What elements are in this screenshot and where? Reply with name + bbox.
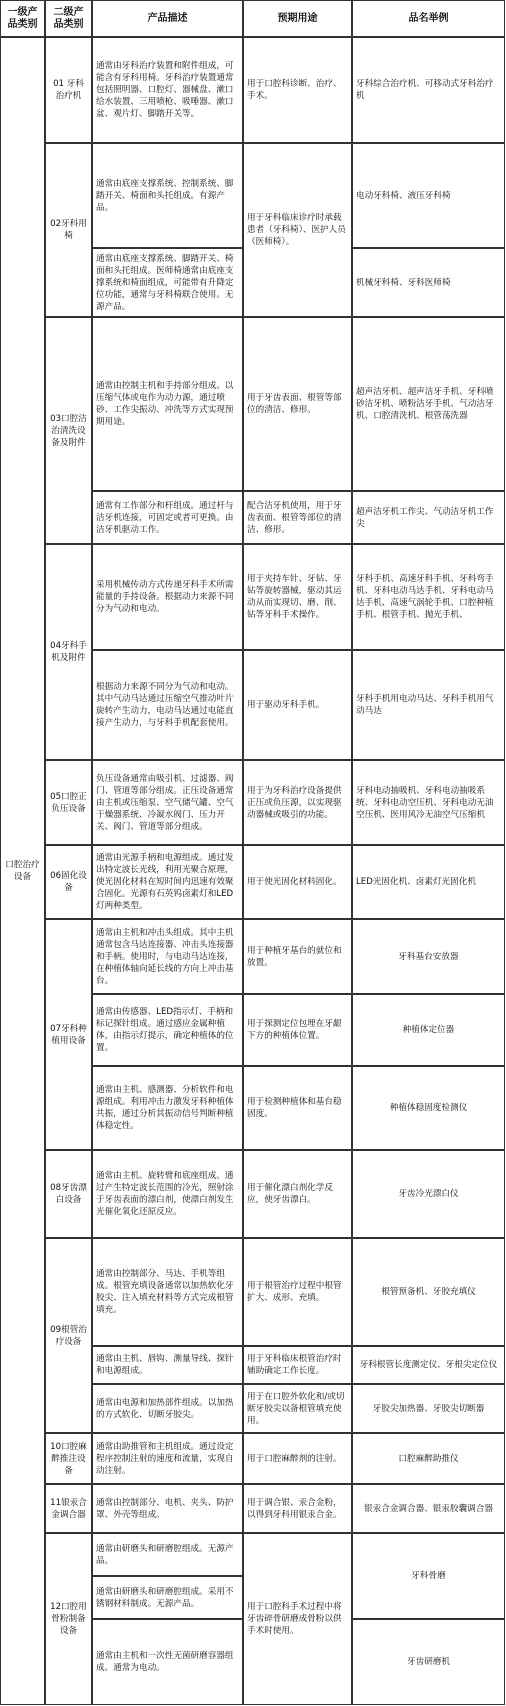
product-examples: 超声洁牙机、超声洁牙手机、牙科喷砂洁牙机、喷粉洁牙手机、气动洁牙机、口腔清洗机、根管荡洗器	[352, 317, 505, 491]
product-description: 通常由控制部分、马达、手机等组成。根管充填设备通常以加热软化牙胶尖、注入填充材料等方式完成根管填充。	[92, 1238, 243, 1346]
intended-use: 用于检测种植体和基台稳固度。	[243, 1066, 352, 1150]
product-description: 通常由牙科治疗装置和附件组成，可能含有牙科用椅。牙科治疗装置通常包括照明器、口腔灯、器械盘、漱口给水装置、三用喷枪、吸唾器、漱口盆、观片灯、脚踏开关等。	[92, 37, 243, 143]
product-examples: 牙科综合治疗机、可移动式牙科治疗机	[352, 37, 505, 143]
header-description: 产品描述	[92, 0, 243, 37]
product-description: 通常由研磨头和研磨腔组成。采用不锈钢材料制成。无源产品。	[92, 1576, 243, 1619]
product-description: 通常由控制主机和手持部分组成。以压缩气体或电作为动力源，通过喷砂、工作尖振动、冲洗等方式实现预期用途。	[92, 317, 243, 491]
product-description: 通常由助推管和主机组成。通过设定程序控制注射的速度和流量，实现自动注射。	[92, 1433, 243, 1484]
product-description: 通常由底座支撑系统、控制系统、脚踏开关、椅面和头托组成。有源产品。	[92, 143, 243, 248]
intended-use: 用于牙科临床根管治疗时辅助确定工作长度。	[243, 1346, 352, 1384]
product-examples: 牙科骨磨	[352, 1533, 505, 1619]
intended-use: 用于探测定位包埋在牙龈下方的种植体位置。	[243, 994, 352, 1066]
product-examples: 电动牙科椅、液压牙科椅	[352, 143, 505, 248]
intended-use: 配合洁牙机使用，用于牙齿表面、根管等部位的清洁、修形。	[243, 491, 352, 544]
level2-category: 11银汞合金调合器	[45, 1484, 92, 1533]
product-examples: LED光固化机、卤素灯光固化机	[352, 845, 505, 919]
product-examples: 银汞合金调合器、银汞胶囊调合器	[352, 1484, 505, 1533]
level2-category: 08牙齿漂白设备	[45, 1150, 92, 1238]
product-description: 通常由控制部分、电机、夹头、防护罩、外壳等组成。	[92, 1484, 243, 1533]
intended-use: 用于驱动牙科手机。	[243, 650, 352, 760]
intended-use: 用于夹持车针、牙钻、牙钻等旋转器械，驱动其运动从而实现切、磨、削、钻等牙科手术操作。	[243, 544, 352, 650]
intended-use: 用于在口腔外软化和/或切断牙胶尖以备根管填充使用。	[243, 1384, 352, 1433]
header-examples: 品名举例	[352, 0, 505, 37]
product-description: 通常由主机、感测器、分析软件和电源组成。利用冲击力激发牙科种植体共振，通过分析其振动信号判断种植体稳定性。	[92, 1066, 243, 1150]
level2-category: 03口腔洁治清洗设备及附件	[45, 317, 92, 544]
intended-use: 用于牙齿表面、根管等部位的清洁、修形。	[243, 317, 352, 491]
intended-use: 用于口腔麻醉剂的注射。	[243, 1433, 352, 1484]
product-examples: 口腔麻醉助推仪	[352, 1433, 505, 1484]
product-description: 通常由主机和一次性无菌研磨容器组成。通常为电动。	[92, 1619, 243, 1705]
level2-category: 12口腔用骨粉制备设备	[45, 1533, 92, 1705]
product-description: 通常由电源和加热部件组成。以加热的方式软化、切断牙胶尖。	[92, 1384, 243, 1433]
intended-use: 用于催化漂白剂化学反应，使牙齿漂白。	[243, 1150, 352, 1238]
product-examples: 机械牙科椅、牙科医师椅	[352, 248, 505, 317]
product-description: 通常由主机、旋转臂和底座组成。通过产生特定波长范围的冷光，照射涂于牙齿表面的漂白剂，使漂白剂发生光催化氧化还原反应。	[92, 1150, 243, 1238]
intended-use: 用于口腔科手术过程中将牙齿碎骨研磨成骨粉以供手术时使用。	[243, 1533, 352, 1705]
level2-category: 06固化设备	[45, 845, 92, 919]
product-description: 通常由底座支撑系统、脚踏开关、椅面和头托组成。医师椅通常由底座支撑系统和椅面组成，可能带有升降定位功能，通常与牙科椅联合使用。无源产品。	[92, 248, 243, 317]
level2-category: 04牙科手机及附件	[45, 544, 92, 760]
product-examples: 牙齿研磨机	[352, 1619, 505, 1705]
product-description: 通常有工作部分和杆组成。通过杆与洁牙机连接，可固定或者可更换。由洁牙机驱动工作。	[92, 491, 243, 544]
product-description: 通常由光源手柄和电源组成。通过发出特定波长光线，利用光聚合原理，使光固化材料在短时间内迅速有效聚合固化。光源有石英钨卤素灯和LED灯两种类型。	[92, 845, 243, 919]
product-examples: 牙科手机、高速牙科手机、牙科弯手机、牙科电动马达手机、牙科电动马达手机、高速气涡轮手机、口腔种植手机、根管手机、抛光手机、	[352, 544, 505, 650]
intended-use: 用于根管治疗过程中根管扩大、成形、充填。	[243, 1238, 352, 1346]
product-examples: 牙科手机用电动马达、牙科手机用气动马达	[352, 650, 505, 760]
intended-use: 用于为牙科治疗设备提供正压或负压源，以实现驱动器械或吸引的功能。	[243, 760, 352, 845]
header-level2: 二级产品类别	[45, 0, 92, 37]
product-examples: 牙胶尖加热器、牙胶尖切断器	[352, 1384, 505, 1433]
level2-category: 05口腔正负压设备	[45, 760, 92, 845]
intended-use: 用于口腔科诊断、治疗、手术。	[243, 37, 352, 143]
product-description: 负压设备通常由吸引机、过滤器、阀门、管道等部分组成。正压设备通常由主机或压缩泵、空气储气罐、空气干燥器系统、冷凝水阀门、压力开关、阀门、管道等部分组成。	[92, 760, 243, 845]
product-examples: 种植体定位器	[352, 994, 505, 1066]
level2-category: 07牙科种植用设备	[45, 919, 92, 1150]
intended-use: 用于使光固化材料固化。	[243, 845, 352, 919]
product-description: 通常由传感器、LED指示灯、手柄和标记探针组成。通过感应金属种植体，由指示灯提示，确定种植体的位置。	[92, 994, 243, 1066]
product-examples: 牙科根管长度测定仪、牙根尖定位仪	[352, 1346, 505, 1384]
product-description: 通常由主机和冲击头组成。其中主机通常包含马达连接器、冲击头连接器和手柄。使用时，与电动马达连接，在种植体轴向延长线的方向上冲击基台。	[92, 919, 243, 994]
product-examples: 牙科基台安放器	[352, 919, 505, 994]
header-level1: 一级产品类别	[0, 0, 45, 37]
level2-category: 10口腔麻醉推注设备	[45, 1433, 92, 1484]
product-examples: 牙齿冷光漂白仪	[352, 1150, 505, 1238]
level1-category: 口腔治疗设备	[0, 37, 45, 1705]
product-examples: 种植体稳固度检测仪	[352, 1066, 505, 1150]
header-intended-use: 预期用途	[243, 0, 352, 37]
product-examples: 牙科电动抽吸机、牙科电动抽吸系统、牙科电动空压机、牙科电动无油空压机、医用风冷无油空气压缩机	[352, 760, 505, 845]
product-description: 采用机械传动方式传递牙科手术所需能量的手持设备。根据动力来源不同分为气动和电动。	[92, 544, 243, 650]
product-description: 通常由主机、唇钩、测量导线、探针和电源组成。	[92, 1346, 243, 1384]
level2-category: 02牙科用椅	[45, 143, 92, 317]
product-examples: 超声洁牙机工作尖、气动洁牙机工作尖	[352, 491, 505, 544]
product-description: 通常由研磨头和研磨腔组成。无源产品。	[92, 1533, 243, 1576]
level2-category: 01 牙科治疗机	[45, 37, 92, 143]
intended-use: 用于牙科临床诊疗时承载患者（牙科椅）、医护人员（医师椅）。	[243, 143, 352, 317]
intended-use: 用于种植牙基台的就位和放置。	[243, 919, 352, 994]
intended-use: 用于调合银、汞合金粉，以得到牙科用银汞合金。	[243, 1484, 352, 1533]
product-description: 根据动力来源不同分为气动和电动。其中气动马达通过压缩空气推动叶片旋转产生动力，电动马达通过电能直接产生动力，与牙科手机配套使用。	[92, 650, 243, 760]
product-examples: 根管预备机、牙胶充填仪	[352, 1238, 505, 1346]
level2-category: 09根管治疗设备	[45, 1238, 92, 1433]
